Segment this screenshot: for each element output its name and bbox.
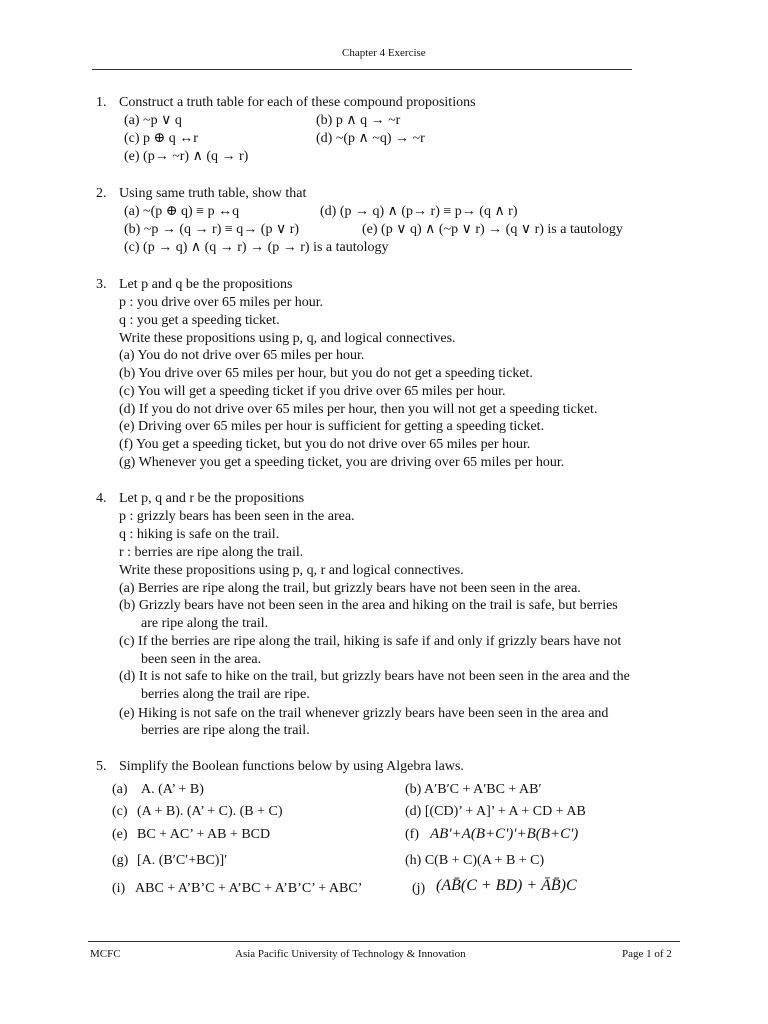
q2-a: (a) ~(p ⊕ q) ≡ p ↔q — [124, 204, 240, 219]
q1-prompt: Construct a truth table for each of these compound propositions — [119, 95, 476, 110]
q5-g-label: (g) — [112, 853, 129, 868]
header-rule — [92, 69, 632, 70]
q2-b: (b) ~p → (q → r) ≡ q→ (p ∨ r) — [124, 222, 300, 237]
q4-number: 4. — [96, 491, 107, 506]
q5-f-expr: AB'+A(B+C')'+B(B+C') — [430, 826, 579, 842]
q3-f: (f) You get a speeding ticket, but you do not drive over 65 miles per hour. — [119, 437, 531, 452]
q5-number: 5. — [96, 759, 107, 774]
q2-c: (c) (p → q) ∧ (q → r) → (p → r) is a tautology — [124, 240, 389, 255]
q1-d: (d) ~(p ∧ ~q) → ~r — [316, 131, 425, 146]
q5-i-label: (i) — [112, 881, 126, 896]
q3-number: 3. — [96, 277, 107, 292]
q4-d: (d) It is not safe to hike on the trail, but grizzly bears have not been seen in the area and the — [119, 669, 630, 684]
q5-d: (d) [(CD)’ + A]’ + A + CD + AB — [405, 804, 586, 819]
q3-instruction: Write these propositions using p, q, and logical connectives. — [119, 331, 456, 346]
q4-a: (a) Berries are ripe along the trail, but grizzly bears have not been seen in the area. — [119, 581, 581, 596]
q2-d: (d) (p → q) ∧ (p→ r) ≡ p→ (q ∧ r) — [320, 204, 518, 219]
q5-c-label: (c) — [112, 804, 128, 819]
q1-c: (c) p ⊕ q ↔r — [124, 131, 198, 146]
q1-e: (e) (p→ ~r) ∧ (q → r) — [124, 149, 249, 164]
footer-page-number: Page 1 of 2 — [622, 948, 672, 960]
q3-e: (e) Driving over 65 miles per hour is sufficient for getting a speeding ticket. — [119, 419, 545, 434]
q5-j-expr: (AB̄(C + BD) + ĀB̄)C — [436, 877, 577, 894]
q4-c: (c) If the berries are ripe along the trail, hiking is safe if and only if grizzly bears have not — [119, 634, 622, 649]
q5-a-expr: A. (A’ + B) — [141, 782, 204, 797]
q3-def-p: p : you drive over 65 miles per hour. — [119, 295, 324, 310]
q4-b-cont: are ripe along the trail. — [141, 616, 269, 631]
q4-def-p: p : grizzly bears has been seen in the area. — [119, 509, 355, 524]
q2-prompt: Using same truth table, show that — [119, 186, 307, 201]
q1-number: 1. — [96, 95, 107, 110]
q3-g: (g) Whenever you get a speeding ticket, you are driving over 65 miles per hour. — [119, 455, 565, 470]
q4-prompt: Let p, q and r be the propositions — [119, 491, 305, 506]
q5-g-expr: [A. (B′C′+BC)]′ — [137, 853, 228, 868]
q4-e: (e) Hiking is not safe on the trail whenever grizzly bears have been seen in the area and — [119, 706, 609, 721]
q3-a: (a) You do not drive over 65 miles per hour. — [119, 348, 365, 363]
q5-e-label: (e) — [112, 827, 128, 842]
footer-left: MCFC — [90, 948, 121, 960]
q5-a-label: (a) — [112, 782, 128, 797]
q4-def-q: q : hiking is safe on the trail. — [119, 527, 280, 542]
footer-center: Asia Pacific University of Technology & Innovation — [235, 948, 466, 960]
q3-c: (c) You will get a speeding ticket if you drive over 65 miles per hour. — [119, 384, 506, 399]
q4-c-cont: been seen in the area. — [141, 652, 262, 667]
q3-d: (d) If you do not drive over 65 miles per hour, then you will not get a speeding ticket. — [119, 402, 598, 417]
q5-e-expr: BC + AC’ + AB + BCD — [137, 827, 271, 842]
q4-d-cont: berries along the trail are ripe. — [141, 687, 310, 702]
page-header-title: Chapter 4 Exercise — [342, 47, 426, 59]
q1-a: (a) ~p ∨ q — [124, 113, 182, 128]
q2-e: (e) (p ∨ q) ∧ (~p ∨ r) → (q ∨ r) is a tautology — [362, 222, 623, 237]
q2-number: 2. — [96, 186, 107, 201]
footer-rule — [88, 941, 680, 942]
q4-e-cont: berries are ripe along the trail. — [141, 723, 310, 738]
q5-h: (h) C(B + C)(A + B + C) — [405, 853, 545, 868]
q3-prompt: Let p and q be the propositions — [119, 277, 293, 292]
q4-def-r: r : berries are ripe along the trail. — [119, 545, 304, 560]
q4-b: (b) Grizzly bears have not been seen in the area and hiking on the trail is safe, but berries — [119, 598, 618, 613]
q1-b: (b) p ∧ q → ~r — [316, 113, 401, 128]
q4-instruction: Write these propositions using p, q, r and logical connectives. — [119, 563, 464, 578]
q5-j-label: (j) — [412, 881, 426, 896]
q3-def-q: q : you get a speeding ticket. — [119, 313, 280, 328]
q3-b: (b) You drive over 65 miles per hour, but you do not get a speeding ticket. — [119, 366, 533, 381]
q5-i-expr: ABC + A’B’C + A’BC + A’B’C’ + ABC’ — [135, 881, 363, 896]
q5-b: (b) A′B′C + A′BC + AB′ — [405, 782, 542, 797]
q5-c-expr: (A + B). (A’ + C). (B + C) — [137, 804, 283, 819]
q5-prompt: Simplify the Boolean functions below by using Algebra laws. — [119, 759, 464, 774]
q5-f-label: (f) — [405, 827, 419, 842]
